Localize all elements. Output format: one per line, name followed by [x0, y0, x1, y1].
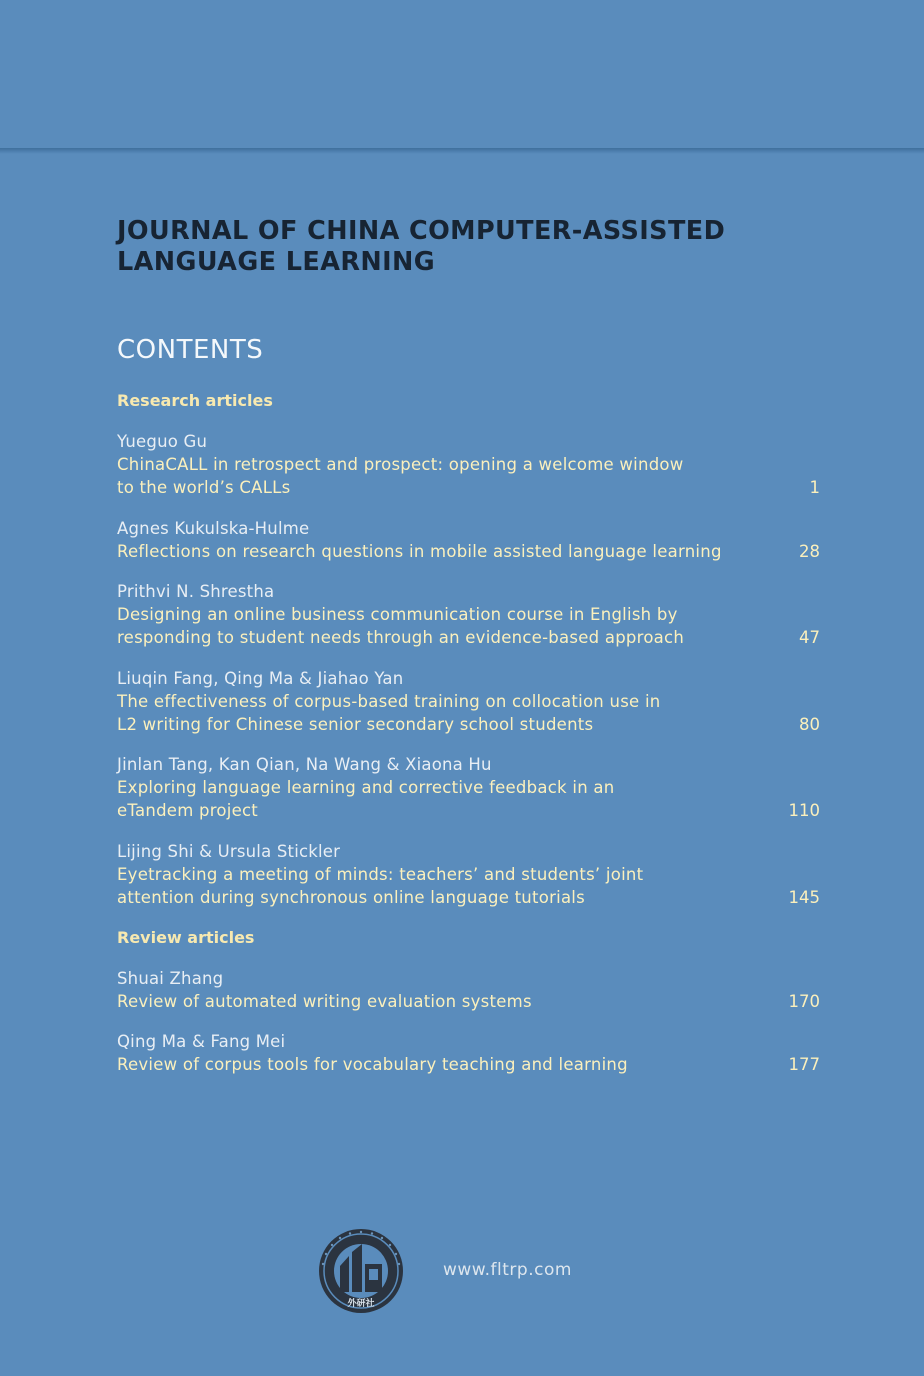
entry-title-line-1: Designing an online business communication course in English by	[117, 605, 678, 624]
entry-title-line-1: Review of automated writing evaluation systems	[117, 992, 532, 1011]
toc-entry	[117, 517, 820, 563]
entry-author: Yueguo Gu	[117, 432, 208, 451]
logo-text: 外研社	[347, 1299, 375, 1309]
contents-heading: CONTENTS	[117, 335, 264, 365]
entry-title-line-2: eTandem project	[117, 801, 259, 820]
entry-page-number: 47	[799, 628, 820, 647]
toc-entry	[117, 967, 820, 1013]
entry-title-line-1: Eyetracking a meeting of minds: teachers’ and students’ joint	[117, 865, 644, 884]
cover-flap	[0, 0, 924, 150]
entry-title-line-1: The effectiveness of corpus-based training on collocation use in	[117, 692, 661, 711]
section-label-review: Review articles	[117, 928, 255, 947]
entry-title-row	[117, 540, 820, 563]
entry-author: Jinlan Tang, Kan Qian, Na Wang & Xiaona Hu	[117, 755, 492, 774]
journal-title	[117, 216, 817, 278]
entry-author: Liuqin Fang, Qing Ma & Jiahao Yan	[117, 669, 404, 688]
entry-title-line-2: attention during synchronous online language tutorials	[117, 888, 585, 907]
entry-title-row	[117, 626, 820, 649]
toc-entry	[117, 580, 820, 649]
entry-title-line-1: ChinaCALL in retrospect and prospect: opening a welcome window	[117, 455, 684, 474]
entry-page-number: 177	[788, 1055, 820, 1074]
entry-title-row	[117, 799, 820, 822]
entry-page-number: 1	[809, 478, 820, 497]
entry-author: Shuai Zhang	[117, 969, 224, 988]
entry-title-row	[117, 990, 820, 1013]
entry-title-row	[117, 1053, 820, 1076]
section-label-research: Research articles	[117, 391, 273, 410]
entry-author: Agnes Kukulska-Hulme	[117, 519, 310, 538]
fold-divider	[0, 148, 924, 154]
toc-entry	[117, 1030, 820, 1076]
entry-title-row	[117, 886, 820, 909]
entry-title-line-1: Exploring language learning and corrective feedback in an	[117, 778, 615, 797]
entry-page-number: 28	[799, 542, 820, 561]
entry-title-row	[117, 713, 820, 736]
publisher-url-link[interactable]: www.fltrp.com	[443, 1260, 572, 1280]
entry-title-row	[117, 476, 820, 499]
toc-entry	[117, 840, 820, 909]
entry-page-number: 80	[799, 715, 820, 734]
entry-title-line-1: Review of corpus tools for vocabulary teaching and learning	[117, 1055, 628, 1074]
toc-entry	[117, 667, 820, 736]
entry-title-line-2: to the world’s CALLs	[117, 478, 291, 497]
entry-author: Qing Ma & Fang Mei	[117, 1032, 286, 1051]
journal-title-line-2: LANGUAGE LEARNING	[117, 247, 436, 277]
entry-author: Lijing Shi & Ursula Stickler	[117, 842, 341, 861]
toc-entry	[117, 753, 820, 822]
entry-page-number: 145	[788, 888, 820, 907]
entry-title-line-1: Reflections on research questions in mobile assisted language learning	[117, 542, 722, 561]
publisher-logo-icon	[316, 1222, 406, 1320]
entry-author: Prithvi N. Shrestha	[117, 582, 275, 601]
entry-title-line-2: responding to student needs through an evidence-based approach	[117, 628, 685, 647]
entry-title-line-2: L2 writing for Chinese senior secondary school students	[117, 715, 594, 734]
journal-title-line-1: JOURNAL OF CHINA COMPUTER-ASSISTED	[117, 216, 726, 246]
entry-page-number: 170	[788, 992, 820, 1011]
entry-page-number: 110	[788, 801, 820, 820]
toc-entry	[117, 430, 820, 499]
